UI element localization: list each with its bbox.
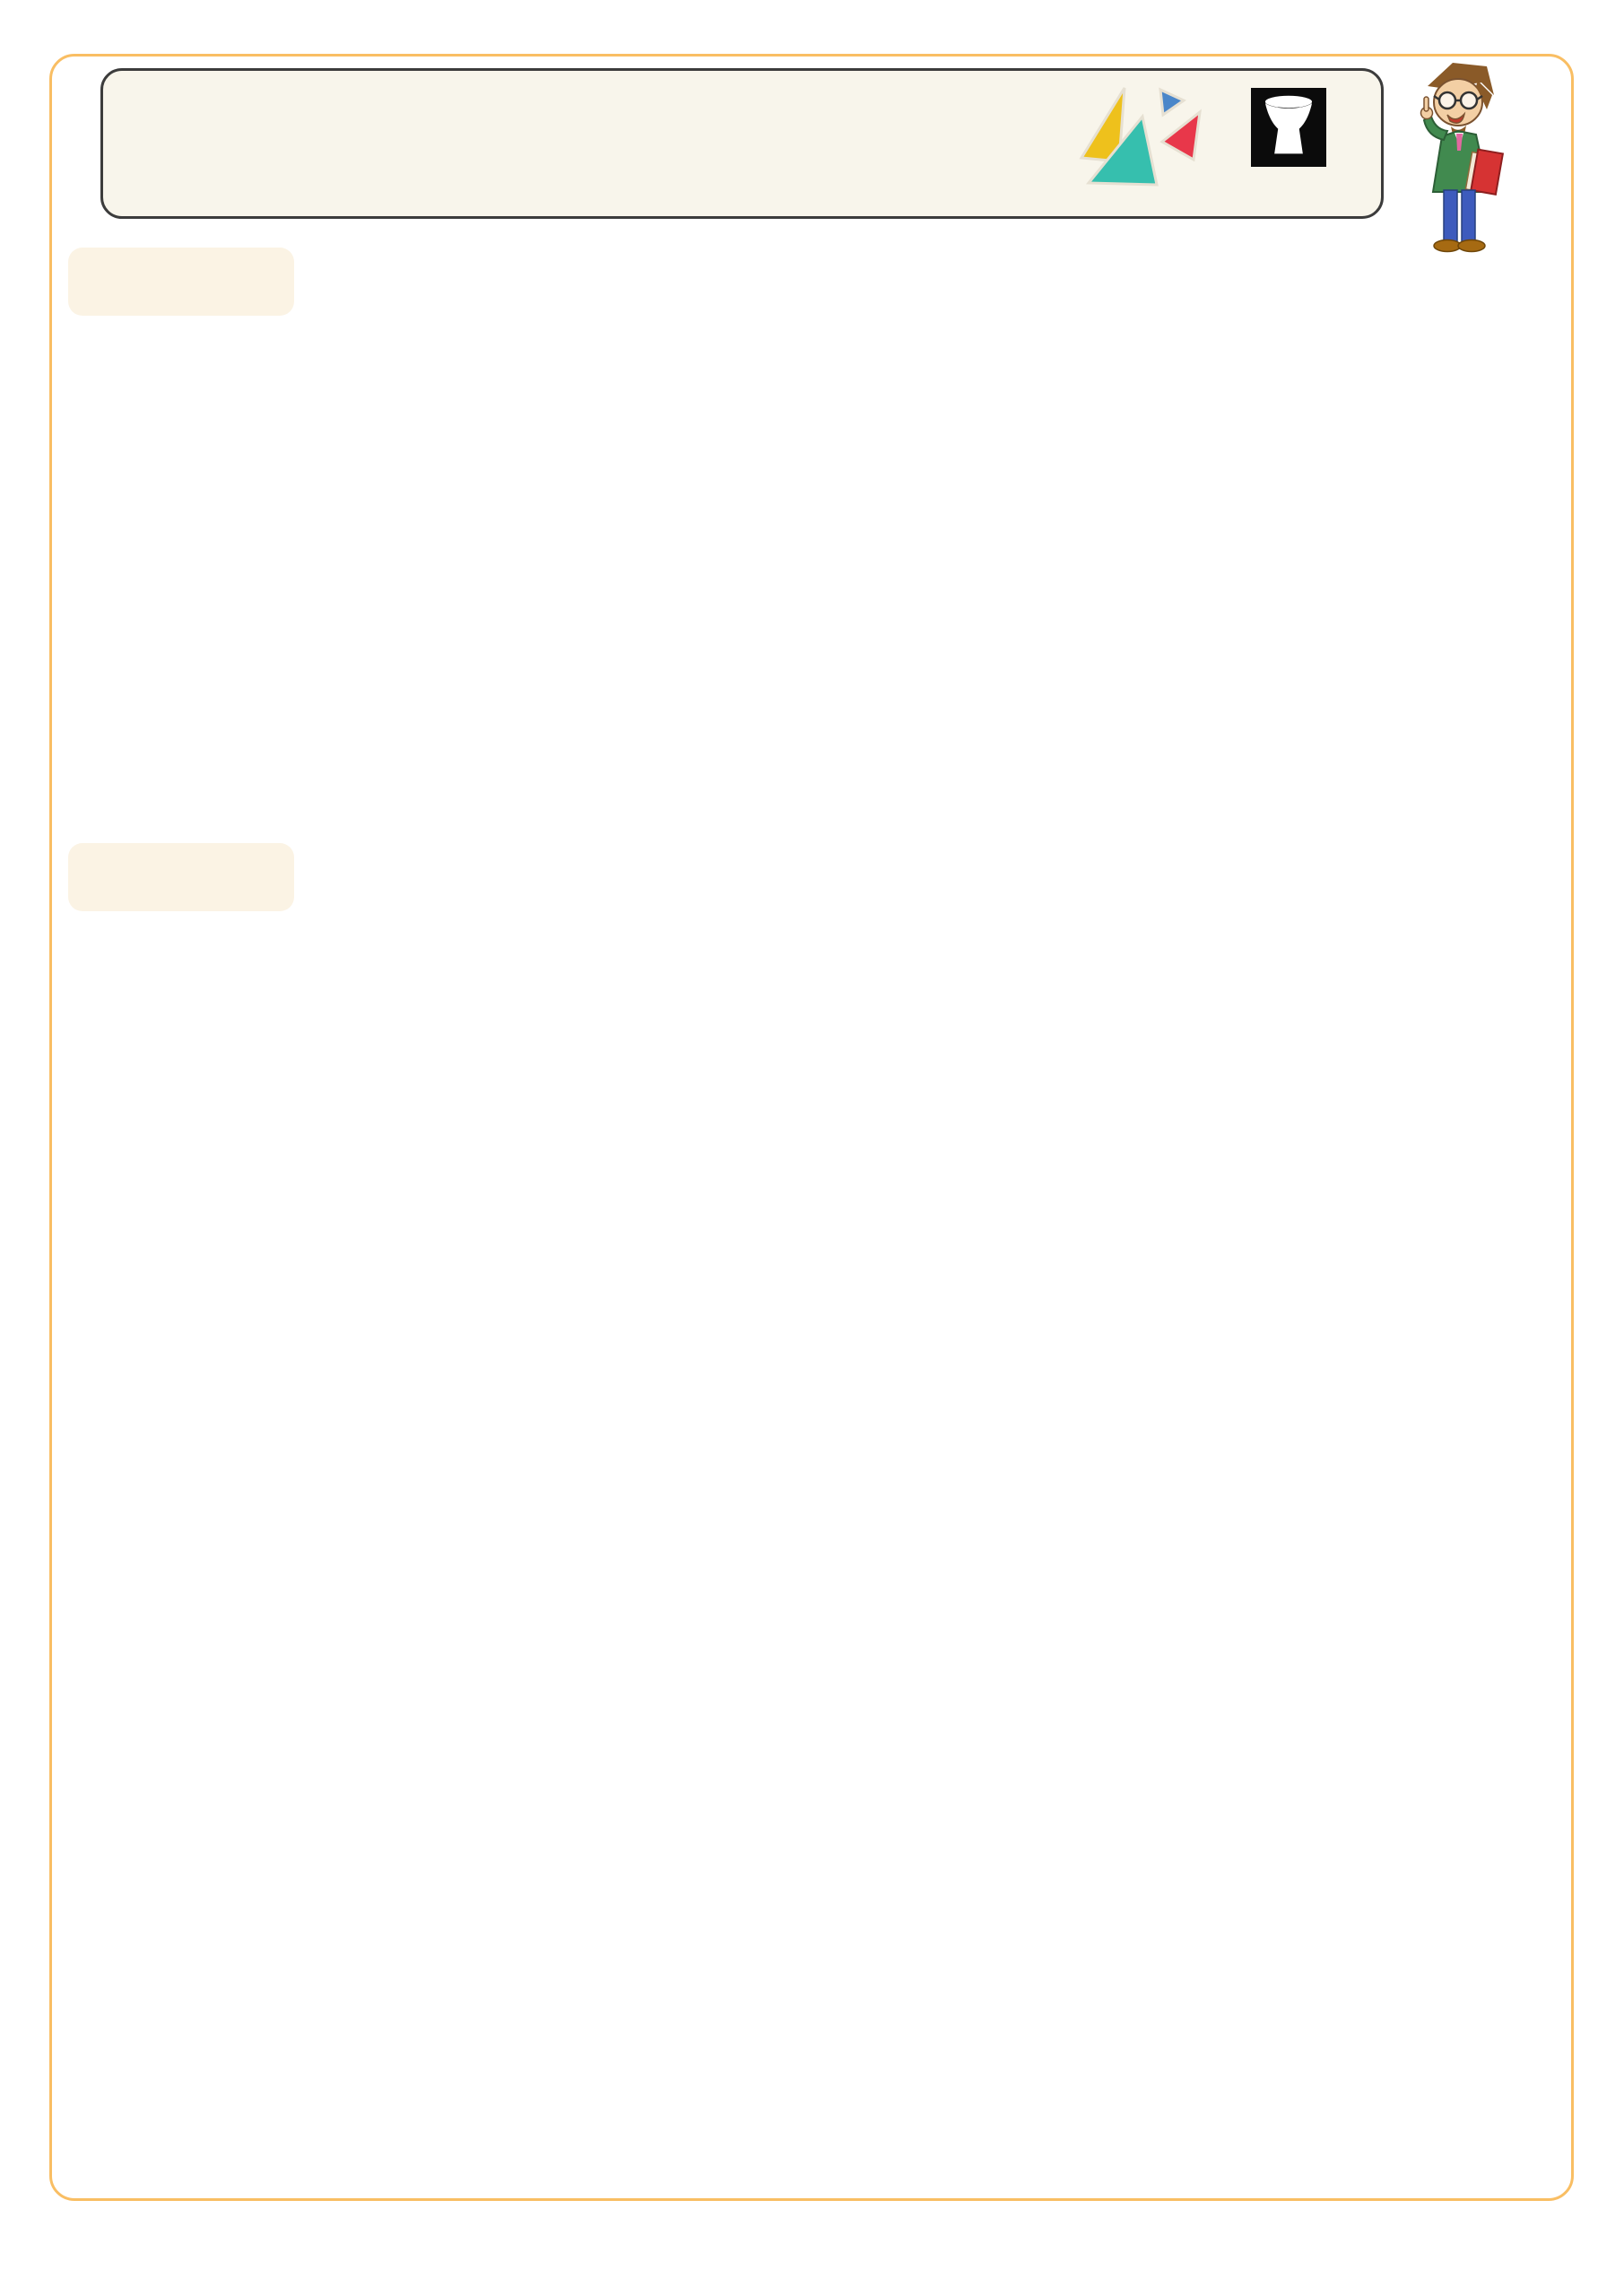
section-b-badge bbox=[68, 843, 294, 911]
triangles-logo-icon bbox=[1074, 83, 1209, 195]
teacher-mascot bbox=[1401, 56, 1533, 266]
drum-icon bbox=[1251, 88, 1326, 167]
section-a-badge bbox=[68, 248, 294, 316]
page-frame bbox=[49, 54, 1574, 2201]
cazoom-logo bbox=[1251, 88, 1326, 167]
